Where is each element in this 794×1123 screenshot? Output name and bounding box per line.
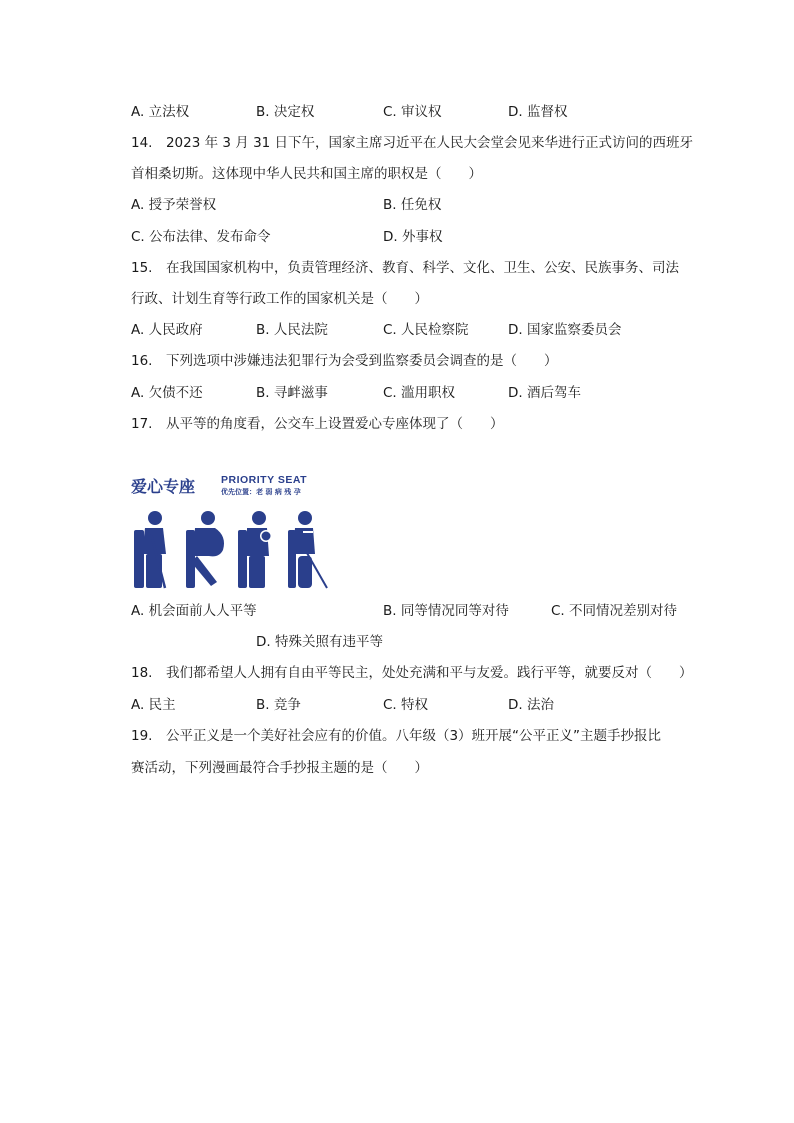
q16-stem-line1: 16. 下列选项中涉嫌违法犯罪行为会受到监察委员会调查的是（ ） (131, 353, 558, 369)
q14-option-a: A. 授予荣誉权 (131, 197, 217, 213)
q15-option-b: B. 人民法院 (256, 322, 328, 338)
q14-stem-line2: 首相桑切斯。这体现中华人民共和国主席的职权是（ ） (131, 166, 482, 182)
q15-option-d: D. 国家监察委员会 (508, 322, 622, 338)
q15-stem-line2: 行政、计划生育等行政工作的国家机关是（ ） (131, 291, 428, 307)
q17-option-d: D. 特殊关照有违平等 (256, 634, 383, 650)
q17-stem-line1: 17. 从平等的角度看，公交车上设置爱心专座体现了（ ） (131, 416, 504, 432)
q18-option-d: D. 法治 (508, 697, 554, 713)
q14-option-b: B. 任免权 (383, 197, 442, 213)
q18-option-b: B. 竞争 (256, 697, 301, 713)
injured-person-with-crutch-icon (288, 511, 327, 588)
q18-option-a: A. 民主 (131, 697, 176, 713)
q14-option-c: C. 公布法律、发布命令 (131, 229, 271, 245)
sign-title-cn: 爱心专座 (131, 477, 196, 496)
q13-option-c: C. 审议权 (383, 104, 442, 120)
elderly-with-cane-icon (134, 511, 166, 588)
q13-option-b: B. 决定权 (256, 104, 315, 120)
q19-stem-line1: 19. 公平正义是一个美好社会应有的价值。八年级（3）班开展“公平正义”主题手抄报比 (131, 728, 662, 744)
q13-option-a: A. 立法权 (131, 104, 190, 120)
q13-option-d: D. 监督权 (508, 104, 568, 120)
q14-option-d: D. 外事权 (383, 229, 443, 245)
person-with-child-icon (238, 511, 272, 588)
q16-option-b: B. 寻衅滋事 (256, 385, 328, 401)
q15-option-a: A. 人民政府 (131, 322, 203, 338)
q18-stem-line1: 18. 我们都希望人人拥有自由平等民主，处处充满和平与友爱。践行平等，就要反对（ ） (131, 665, 693, 681)
q15-stem-line1: 15. 在我国国家机构中，负责管理经济、教育、科学、文化、卫生、公安、民族事务、司法 (131, 260, 679, 276)
q16-option-c: C. 滥用职权 (383, 385, 456, 401)
sign-subtitle: 优先位置：老 弱 病 残 孕 (221, 488, 301, 496)
q16-option-d: D. 酒后驾车 (508, 385, 581, 401)
q19-stem-line2: 赛活动，下列漫画最符合手抄报主题的是（ ） (131, 760, 428, 776)
sign-title-en: PRIORITY SEAT (221, 474, 308, 486)
q17-option-b: B. 同等情况同等对待 (383, 603, 509, 619)
priority-seat-icons (131, 510, 331, 592)
priority-seat-sign (131, 474, 315, 592)
pregnant-woman-icon (186, 511, 224, 588)
q15-option-c: C. 人民检察院 (383, 322, 469, 338)
q16-option-a: A. 欠债不还 (131, 385, 203, 401)
q17-option-a: A. 机会面前人人平等 (131, 603, 257, 619)
q18-option-c: C. 特权 (383, 697, 429, 713)
q17-option-c: C. 不同情况差别对待 (551, 603, 678, 619)
q14-stem-line1: 14. 2023 年 3 月 31 日下午，国家主席习近平在人民大会堂会见来华进行正式访问的西班牙 (131, 135, 694, 151)
